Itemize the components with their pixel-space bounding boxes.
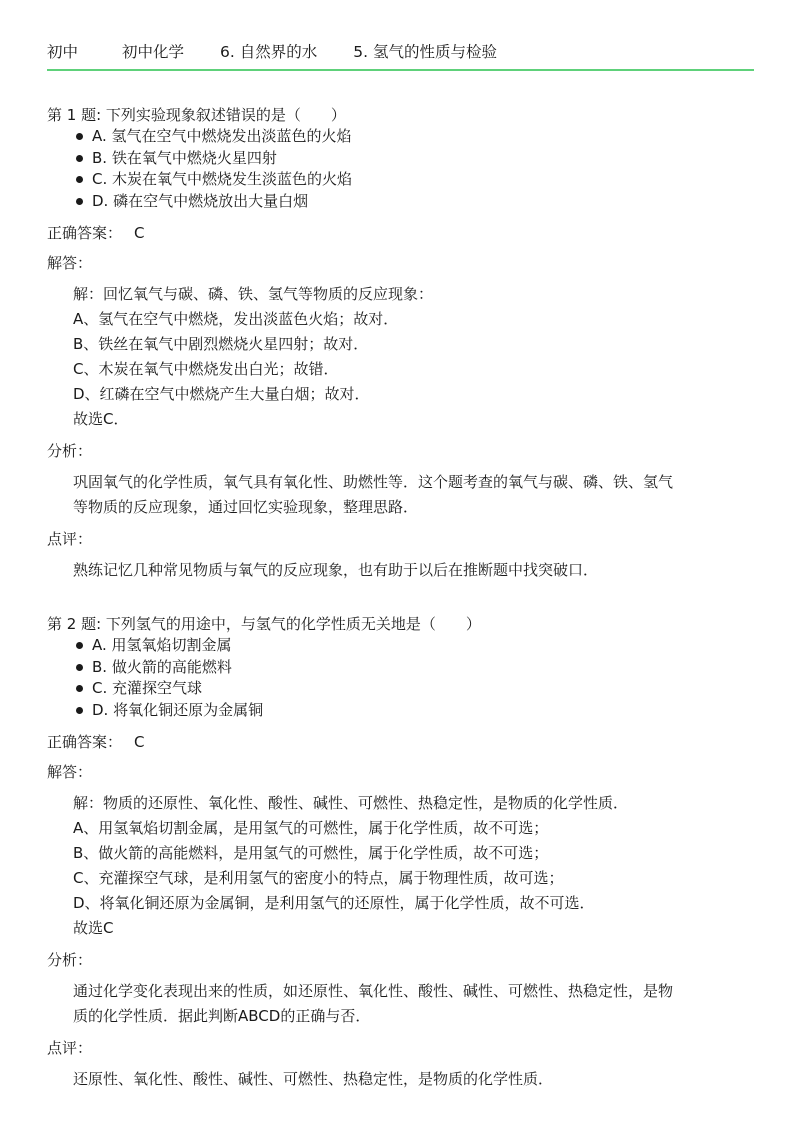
option-item: B. 做火箭的高能燃料: [74, 657, 754, 679]
explanation-line: B、铁丝在氧气中剧烈燃烧火星四射；故对．: [73, 335, 369, 353]
question-title: 第 1 题: 下列实验现象叙述错误的是（ ）: [47, 106, 346, 124]
answer-value: C: [134, 224, 145, 242]
explanation-line: 解：物质的还原性、氧化性、酸性、碱性、可燃性、热稳定性，是物质的化学性质．: [73, 794, 629, 812]
explanation-line: B、做火箭的高能燃料，是用氢气的可燃性，属于化学性质，故不可选；: [73, 844, 549, 862]
option-item: A. 氢气在空气中燃烧发出淡蓝色的火焰: [74, 126, 754, 148]
comment-label: 点评：: [47, 1039, 93, 1057]
analysis-line: 等物质的反应现象，通过回忆实验现象，整理思路．: [73, 498, 419, 516]
question-title: 第 2 题: 下列氢气的用途中，与氢气的化学性质无关地是（ ）: [47, 615, 481, 633]
option-list: [47, 126, 754, 212]
correct-answer: [47, 731, 754, 753]
question-block: [47, 613, 754, 1092]
comment-label: 点评：: [47, 530, 93, 548]
explanation-line: C、木炭在氧气中燃烧发出白光；故错．: [73, 360, 339, 378]
breadcrumb-item-section[interactable]: 5. 氢气的性质与检验: [353, 43, 497, 61]
option-item: B. 铁在氧气中燃烧火星四射: [74, 148, 754, 170]
explanation-label: 解答：: [47, 254, 93, 272]
analysis-label: 分析：: [47, 951, 93, 969]
option-item: D. 将氧化铜还原为金属铜: [74, 700, 754, 722]
question-list: [47, 104, 754, 1092]
breadcrumb-item-chapter[interactable]: 6. 自然界的水: [220, 43, 318, 61]
comment-line: 熟练记忆几种常见物质与氧气的反应现象，也有助于以后在推断题中找突破口．: [73, 561, 599, 579]
answer-value: C: [134, 733, 145, 751]
breadcrumb-item-level[interactable]: 初中: [47, 43, 79, 61]
explanation-text: [47, 791, 754, 941]
analysis-label: 分析：: [47, 442, 93, 460]
answer-label: 正确答案：: [47, 733, 123, 751]
option-item: A. 用氢氧焰切割金属: [74, 635, 754, 657]
breadcrumb-item-subject[interactable]: 初中化学: [122, 43, 185, 61]
analysis-line: 通过化学变化表现出来的性质，如还原性、氧化性、酸性、碱性、可燃性、热稳定性，是物: [73, 982, 674, 1000]
analysis-text: [47, 470, 754, 520]
correct-answer: [47, 222, 754, 244]
explanation-line: C、充灌探空气球，是利用氢气的密度小的特点，属于物理性质，故可选；: [73, 869, 564, 887]
explanation-line: 故选C．: [73, 410, 129, 428]
explanation-line: A、用氢氧焰切割金属，是用氢气的可燃性，属于化学性质，故不可选；: [73, 819, 549, 837]
option-item: C. 木炭在氧气中燃烧发生淡蓝色的火焰: [74, 169, 754, 191]
analysis-text: [47, 979, 754, 1029]
explanation-line: 故选C: [73, 919, 114, 937]
comment-line: 还原性、氧化性、酸性、碱性、可燃性、热稳定性，是物质的化学性质．: [73, 1070, 554, 1088]
option-item: D. 磷在空气中燃烧放出大量白烟: [74, 191, 754, 213]
header-divider: [47, 69, 754, 71]
explanation-line: D、将氧化铜还原为金属铜，是利用氢气的还原性，属于化学性质，故不可选．: [73, 894, 595, 912]
analysis-line: 巩固氧气的化学性质，氧气具有氧化性、助燃性等．这个题考查的氧气与碳、磷、铁、氢气: [73, 473, 674, 491]
comment-text: [47, 558, 754, 583]
explanation-line: D、红磷在空气中燃烧产生大量白烟；故对．: [73, 385, 370, 403]
option-item: C. 充灌探空气球: [74, 678, 754, 700]
comment-text: [47, 1067, 754, 1092]
analysis-line: 质的化学性质．据此判断ABCD的正确与否．: [73, 1007, 371, 1025]
explanation-line: 解：回忆氧气与碳、磷、铁、氢气等物质的反应现象：: [73, 285, 434, 303]
option-list: [47, 635, 754, 721]
answer-label: 正确答案：: [47, 224, 123, 242]
explanation-text: [47, 282, 754, 432]
explanation-label: 解答：: [47, 763, 93, 781]
question-block: [47, 104, 754, 583]
breadcrumb: [47, 40, 754, 62]
explanation-line: A、氢气在空气中燃烧，发出淡蓝色火焰；故对．: [73, 310, 399, 328]
